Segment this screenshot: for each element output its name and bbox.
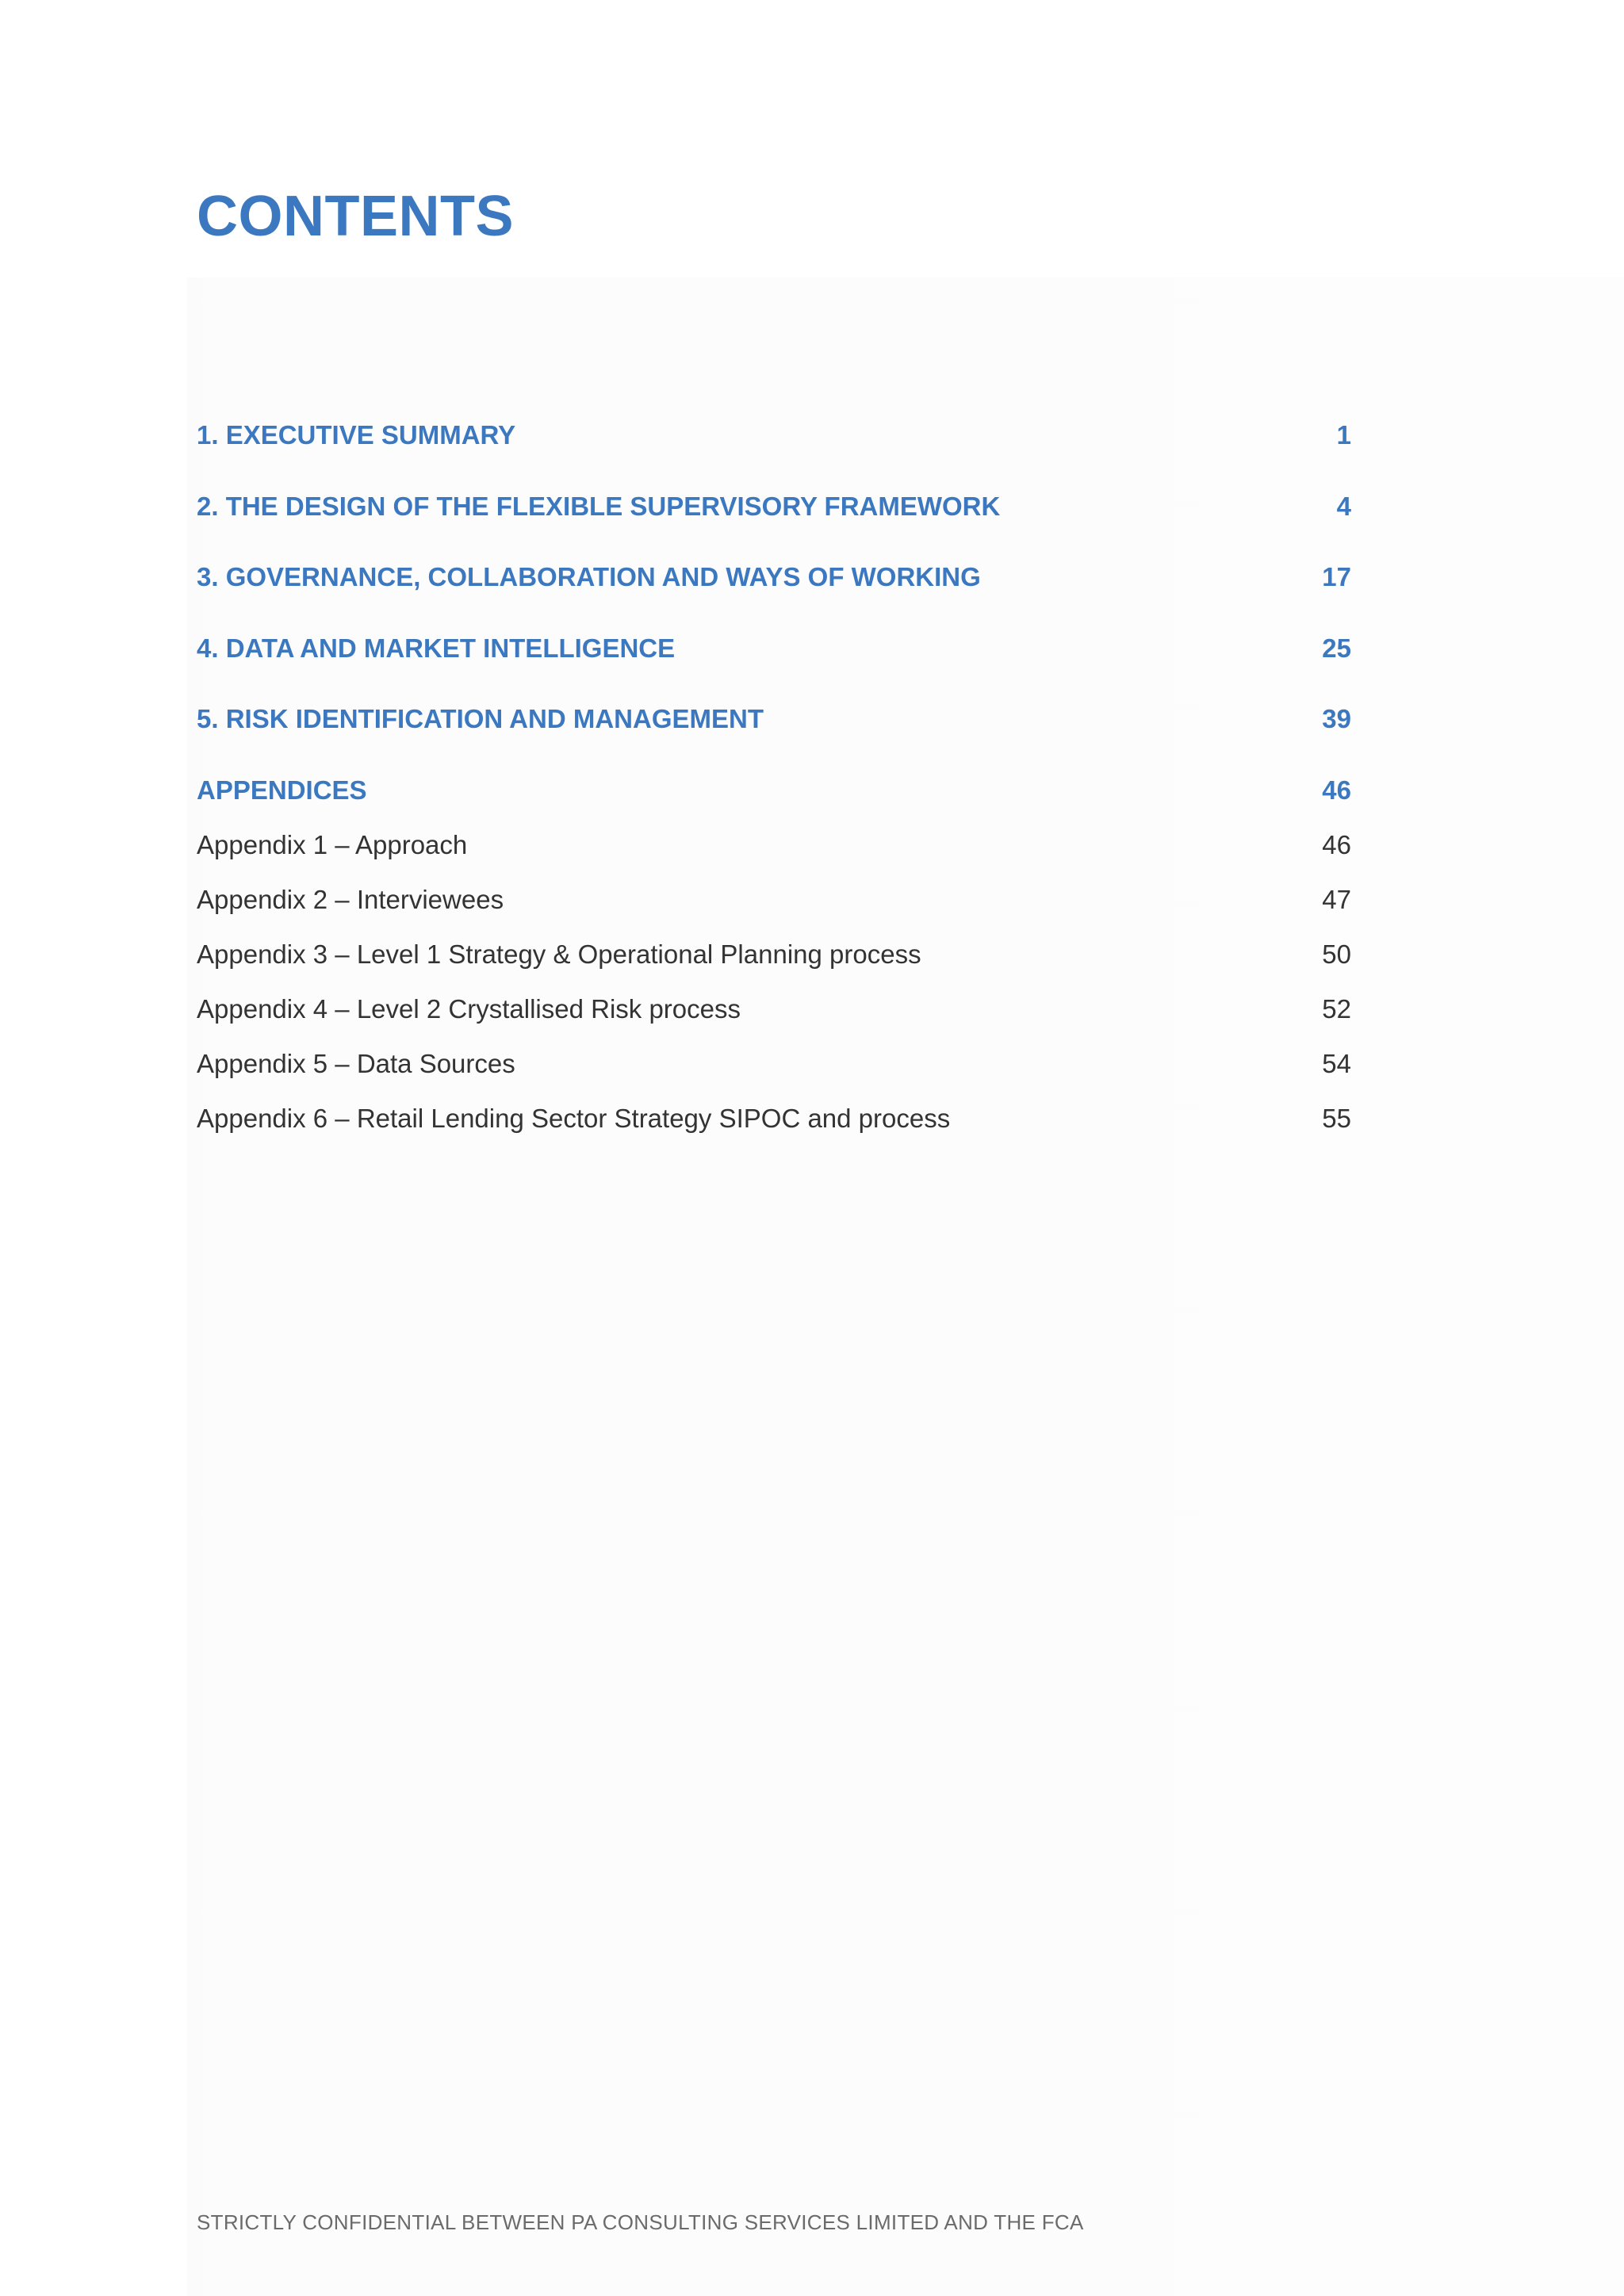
toc-entry-page: 52: [1322, 993, 1351, 1024]
toc-entry-page: 55: [1322, 1103, 1351, 1133]
toc-entry-appendix-4[interactable]: [197, 994, 1351, 1049]
toc-entry-label: 3. GOVERNANCE, COLLABORATION AND WAYS OF WORKING: [197, 562, 981, 591]
toc-entry-label: 5. RISK IDENTIFICATION AND MANAGEMENT: [197, 704, 764, 733]
toc-entry-appendix-6[interactable]: [197, 1104, 1351, 1158]
toc-entry-appendices[interactable]: [197, 775, 1351, 830]
toc-entry-label: Appendix 3 – Level 1 Strategy & Operational Planning process: [197, 939, 921, 969]
toc-entry-page: 25: [1322, 633, 1351, 663]
toc-entry-executive-summary[interactable]: [197, 420, 1351, 492]
toc-entry-risk-identification[interactable]: [197, 704, 1351, 775]
toc-entry-page: 39: [1322, 704, 1351, 733]
toc-entry-governance[interactable]: [197, 562, 1351, 633]
toc-entry-label: Appendix 5 – Data Sources: [197, 1048, 515, 1078]
toc-entry-label: Appendix 2 – Interviewees: [197, 884, 504, 914]
toc-entry-page: 4: [1336, 491, 1351, 521]
toc-entry-appendix-5[interactable]: [197, 1049, 1351, 1104]
toc-entry-page: 46: [1322, 775, 1351, 805]
confidentiality-footer: STRICTLY CONFIDENTIAL BETWEEN PA CONSULTING SERVICES LIMITED AND THE FCA: [197, 2210, 1084, 2234]
toc-entry-data-market-intelligence[interactable]: [197, 633, 1351, 705]
table-of-contents: [197, 420, 1351, 1158]
toc-entry-label: Appendix 6 – Retail Lending Sector Strategy SIPOC and process: [197, 1103, 951, 1133]
toc-entry-appendix-3[interactable]: [197, 939, 1351, 994]
toc-entry-label: 4. DATA AND MARKET INTELLIGENCE: [197, 633, 676, 663]
toc-entry-label: 1. EXECUTIVE SUMMARY: [197, 420, 516, 450]
toc-entry-page: 1: [1336, 420, 1351, 450]
toc-entry-appendix-1[interactable]: [197, 830, 1351, 885]
toc-entry-page: 17: [1322, 562, 1351, 591]
toc-entry-page: 47: [1322, 884, 1351, 914]
toc-entry-page: 54: [1322, 1048, 1351, 1078]
toc-entry-label: 2. THE DESIGN OF THE FLEXIBLE SUPERVISORY FRAMEWORK: [197, 491, 1001, 521]
toc-entry-label: APPENDICES: [197, 775, 367, 805]
toc-entry-label: Appendix 4 – Level 2 Crystallised Risk process: [197, 993, 741, 1024]
toc-entry-page: 46: [1322, 829, 1351, 859]
toc-entry-appendix-2[interactable]: [197, 885, 1351, 939]
toc-entry-label: Appendix 1 – Approach: [197, 829, 468, 859]
toc-entry-design-framework[interactable]: [197, 492, 1351, 563]
page-title: CONTENTS: [197, 185, 514, 248]
toc-entry-page: 50: [1322, 939, 1351, 969]
